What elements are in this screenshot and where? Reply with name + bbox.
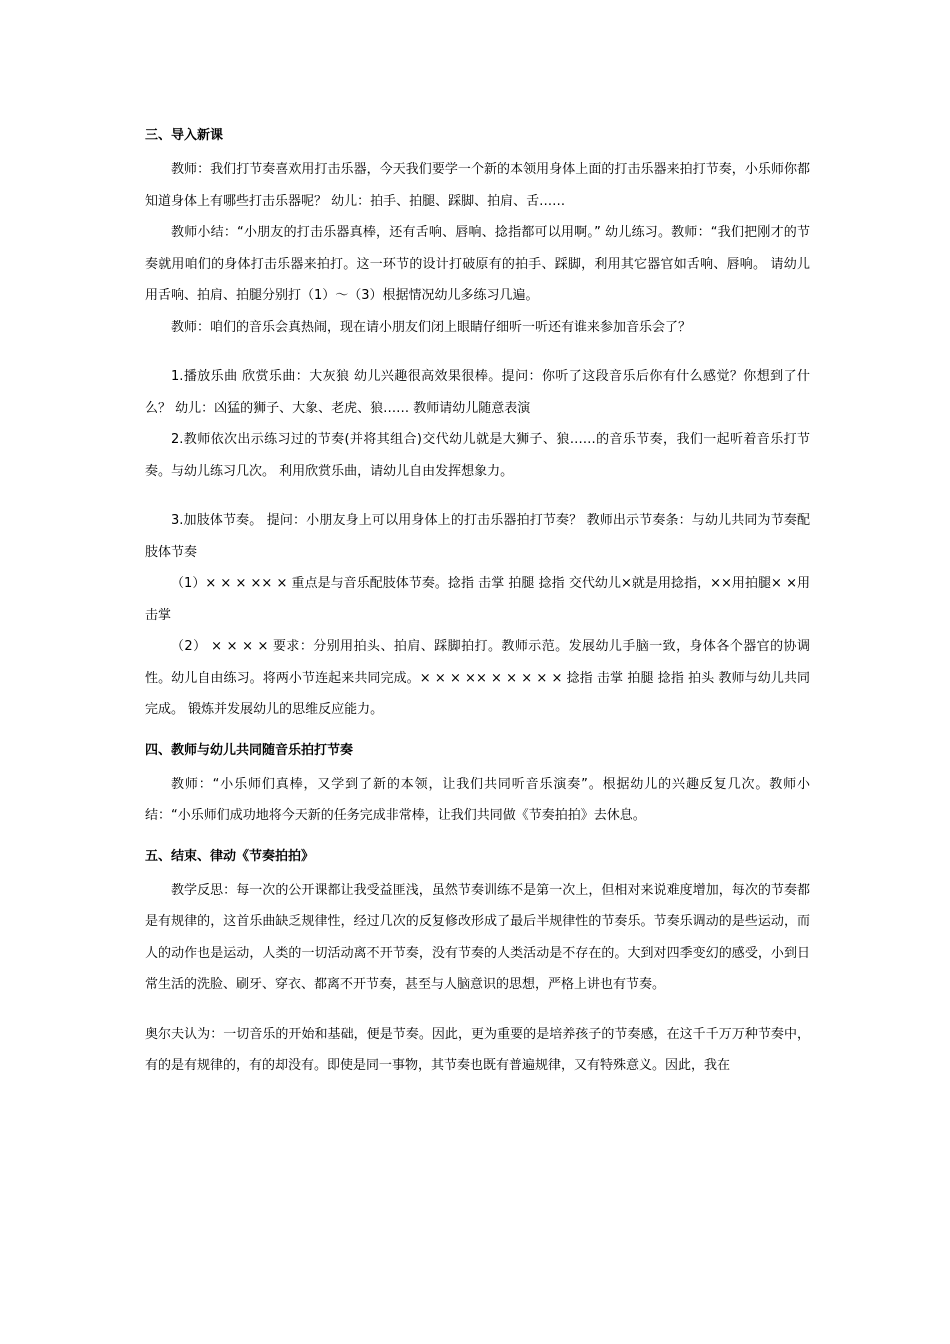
section-3-paragraph-8: （2） × × × × 要求：分别用拍头、拍肩、踩脚拍打。教师示范。发展幼儿手脑一致，身体各个器官的协调性。幼儿自由练习。将两小节连起来共同完成。× × × ×× × × × × × 捻指 击掌 拍腿 捻指 拍头 教师与幼儿共同完成。 锻炼并发展幼儿的思维反应能力。 [145, 639, 810, 717]
section-5-heading: 五、结束、律动《节奏拍拍》 [145, 848, 315, 864]
document-page [145, 126, 810, 1082]
section-4-paragraph-1: 教师：“小乐师们真棒，又学到了新的本领，让我们共同听音乐演奏”。根据幼儿的兴趣反复几次。教师小结：“小乐师们成功地将今天新的任务完成非常棒，让我们共同做《节奏拍拍》去休息。 [145, 776, 810, 823]
section-3-paragraph-5: 2.教师依次出示练习过的节奏(并将其组合)交代幼儿就是大狮子、狼……的音乐节奏，我们一起听着音乐打节奏。与幼儿练习几次。 利用欣赏乐曲，请幼儿自由发挥想象力。 [145, 432, 810, 479]
section-3-heading: 三、导入新课 [145, 128, 224, 143]
section-3-paragraph-4: 1.播放乐曲 欣赏乐曲：大灰狼 幼儿兴趣很高效果很棒。提问：你听了这段音乐后你有什么感觉？你想到了什么？ 幼儿：凶猛的狮子、大象、老虎、狼…… 教师请幼儿随意表演 [145, 369, 810, 416]
section-4-heading: 四、教师与幼儿共同随音乐拍打节奏 [145, 742, 354, 758]
section-5-paragraph-2: 奥尔夫认为：一切音乐的开始和基础，便是节奏。因此，更为重要的是培养孩子的节奏感，在这千千万万种节奏中，有的是有规律的，有的却没有。即使是同一事物，其节奏也既有普遍规律，又有特殊意义。因此，我在 [145, 1026, 810, 1073]
section-5-paragraph-1: 教学反思：每一次的公开课都让我受益匪浅，虽然节奏训练不是第一次上，但相对来说难度增加，每次的节奏都是有规律的，这首乐曲缺乏规律性，经过几次的反复修改形成了最后半规律性的节奏乐。节奏乐调动的是些运动，而人的动作也是运动，人类的一切活动离不开节奏，没有节奏的人类活动是不存在的。大到对四季变幻的感受，小到日常生活的洗脸、刷牙、穿衣、都离不开节奏，甚至与人脑意识的思想，严格上讲也有节奏。 [145, 882, 810, 992]
section-3-paragraph-6: 3.加肢体节奏。 提问：小朋友身上可以用身体上的打击乐器拍打节奏？ 教师出示节奏条：与幼儿共同为节奏配肢体节奏 [145, 513, 810, 560]
section-3-paragraph-3: 教师：咱们的音乐会真热闹，现在请小朋友们闭上眼睛仔细听一听还有谁来参加音乐会了？ [171, 319, 692, 335]
section-3-paragraph-7: （1）× × × ×× × 重点是与音乐配肢体节奏。捻指 击掌 拍腿 捻指 交代幼儿×就是用捻指，××用拍腿× ×用击掌 [145, 576, 810, 623]
section-3-paragraph-2: 教师小结：“小朋友的打击乐器真棒，还有舌响、唇响、捻指都可以用啊。” 幼儿练习。教师：“我们把刚才的节奏就用咱们的身体打击乐器来拍打。这一环节的设计打破原有的拍手、踩脚，利用其它器官如舌响、唇响。 请幼儿用舌响、拍肩、拍腿分别打（1）～（3）根据情况幼儿多练习几遍。 [145, 225, 810, 303]
section-3-paragraph-1: 教师：我们打节奏喜欢用打击乐器，今天我们要学一个新的本领用身体上面的打击乐器来拍打节奏，小乐师你都知道身体上有哪些打击乐器呢？ 幼儿：拍手、拍腿、踩脚、拍肩、舌…… [145, 162, 810, 209]
